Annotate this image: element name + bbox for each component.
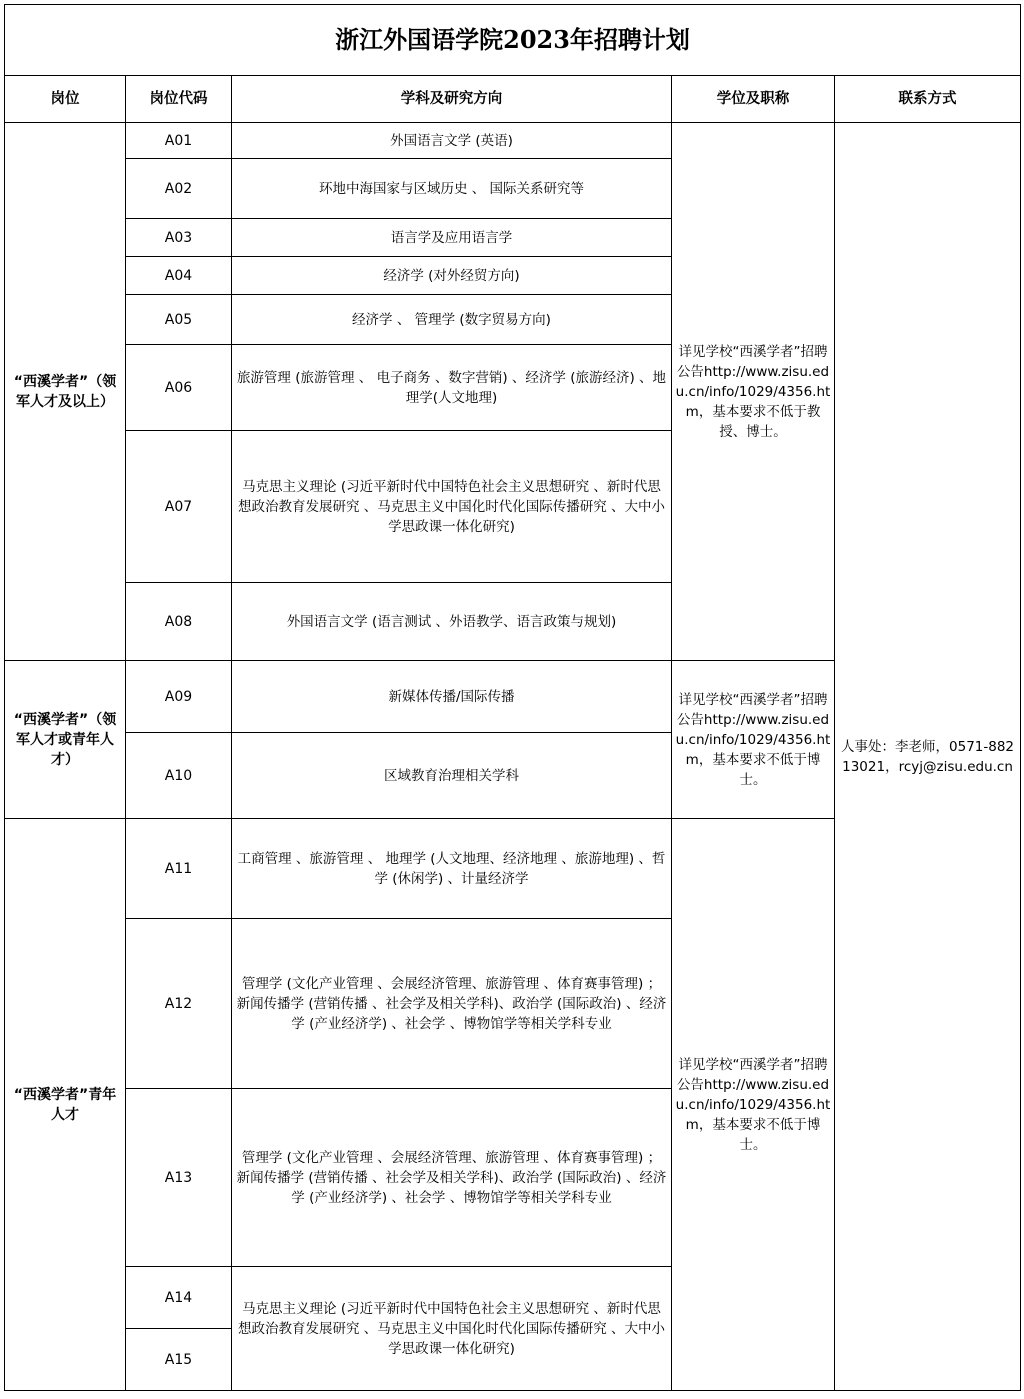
header-contact: 联系方式 [835, 76, 1021, 123]
degree-cell-young-talent: 详见学校“西溪学者”招聘公告http://www.zisu.edu.cn/info/1029/4356.htm，基本要求不低于博士。 [672, 819, 835, 1391]
header-row [5, 76, 1021, 123]
contact-cell: 人事处：李老师，0571-88213021，rcyj@zisu.edu.cn [835, 123, 1021, 1391]
code-cell: A13 [126, 1089, 232, 1267]
subject-cell: 工商管理 、旅游管理 、 地理学 (人文地理、经济地理 、旅游地理) 、哲学 (休闲学) 、计量经济学 [232, 819, 672, 919]
title-row [5, 5, 1021, 76]
code-cell: A15 [126, 1329, 232, 1391]
code-cell: A09 [126, 661, 232, 733]
subject-cell: 经济学 、 管理学 (数字贸易方向) [232, 295, 672, 345]
code-cell: A06 [126, 345, 232, 431]
code-cell: A12 [126, 919, 232, 1089]
recruitment-plan-table [4, 4, 1021, 1391]
code-cell: A05 [126, 295, 232, 345]
header-degree: 学位及职称 [672, 76, 835, 123]
table-row [5, 123, 1021, 159]
position-cell-leading-talent: “西溪学者”（领军人才及以上） [5, 123, 126, 661]
subject-cell: 管理学 (文化产业管理 、会展经济管理、旅游管理 、体育赛事管理) ； 新闻传播学 (营销传播 、社会学及相关学科)、政治学 (国际政治) 、经济学 (产业经济学) 、社会学 、博物馆学等相关学科专业 [232, 919, 672, 1089]
code-cell: A03 [126, 219, 232, 257]
header-position: 岗位 [5, 76, 126, 123]
code-cell: A08 [126, 583, 232, 661]
subject-cell: 语言学及应用语言学 [232, 219, 672, 257]
degree-cell-leading-talent: 详见学校“西溪学者”招聘公告http://www.zisu.edu.cn/info/1029/4356.htm，基本要求不低于教授、博士。 [672, 123, 835, 661]
subject-cell: 经济学 (对外经贸方向) [232, 257, 672, 295]
code-cell: A01 [126, 123, 232, 159]
code-cell: A14 [126, 1267, 232, 1329]
subject-cell: 环地中海国家与区域历史 、 国际关系研究等 [232, 159, 672, 219]
code-cell: A04 [126, 257, 232, 295]
page-title: 浙江外国语学院2023年招聘计划 [5, 5, 1021, 76]
code-cell: A10 [126, 733, 232, 819]
header-code: 岗位代码 [126, 76, 232, 123]
position-cell-leading-or-young: “西溪学者”（领军人才或青年人才） [5, 661, 126, 819]
subject-cell: 外国语言文学 (语言测试 、外语教学、语言政策与规划) [232, 583, 672, 661]
code-cell: A07 [126, 431, 232, 583]
subject-cell: 管理学 (文化产业管理 、会展经济管理、旅游管理 、体育赛事管理) ； 新闻传播学 (营销传播 、社会学及相关学科)、政治学 (国际政治) 、经济学 (产业经济学) 、社会学 、博物馆学等相关学科专业 [232, 1089, 672, 1267]
subject-cell: 新媒体传播/国际传播 [232, 661, 672, 733]
subject-cell: 马克思主义理论 (习近平新时代中国特色社会主义思想研究 、新时代思想政治教育发展研究 、马克思主义中国化时代化国际传播研究 、大中小学思政课一体化研究) [232, 431, 672, 583]
header-subject: 学科及研究方向 [232, 76, 672, 123]
position-cell-young-talent: “西溪学者”青年人才 [5, 819, 126, 1391]
code-cell: A11 [126, 819, 232, 919]
subject-cell: 外国语言文学 (英语) [232, 123, 672, 159]
subject-cell: 旅游管理 (旅游管理 、 电子商务 、数字营销) 、经济学 (旅游经济) 、地理学(人文地理) [232, 345, 672, 431]
degree-cell-leading-or-young: 详见学校“西溪学者”招聘公告http://www.zisu.edu.cn/info/1029/4356.htm，基本要求不低于博士。 [672, 661, 835, 819]
subject-cell: 区域教育治理相关学科 [232, 733, 672, 819]
subject-cell: 马克思主义理论 (习近平新时代中国特色社会主义思想研究 、新时代思想政治教育发展研究 、马克思主义中国化时代化国际传播研究 、大中小学思政课一体化研究) [232, 1267, 672, 1391]
code-cell: A02 [126, 159, 232, 219]
